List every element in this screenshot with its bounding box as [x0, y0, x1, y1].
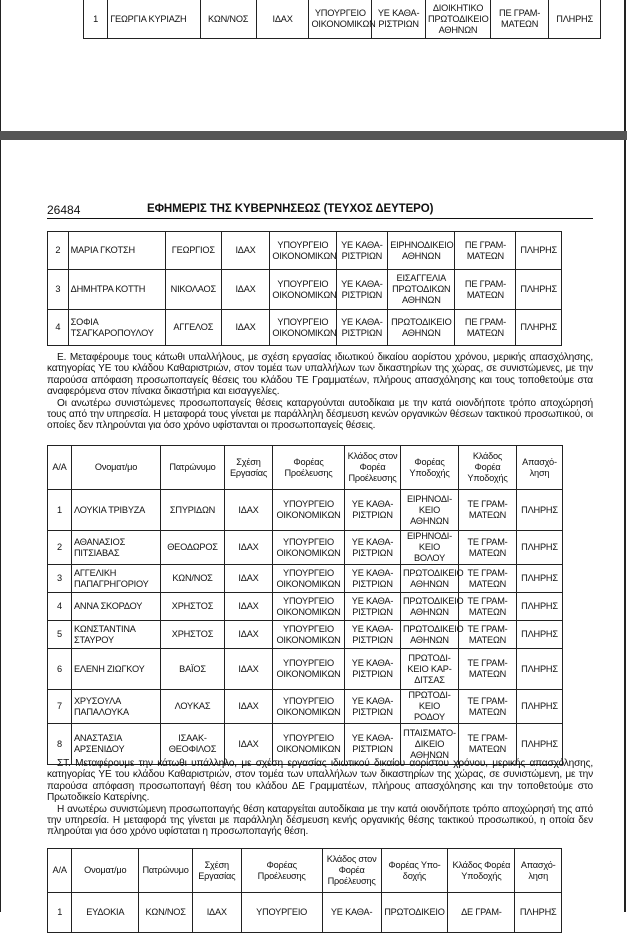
column-header: Φορέας Υποδοχής — [401, 446, 459, 490]
employment-type: ΠΛΗΡΗΣ — [517, 690, 563, 724]
employee-name: ΑΝΑΣΤΑΣΙΑ ΑΡΣΕΝΙΔΟΥ — [72, 724, 161, 765]
row-number: 8 — [48, 724, 72, 765]
table-header-row — [48, 849, 562, 893]
section-e-paragraph-2: Οι ανωτέρω συνιστώμενες προσωποπαγείς θέσεις καταργούνται αυτοδίκαια με την κατά οιονδήποτε τρόπο αποχώρησή τους από την υπηρεσία. Η μεταφορά τους γίνεται με παράλληλη δέσμευση κενών οργανικών θέσεων τακτικού προσωπικού, οι οποίες δεν πληρούνται για όσο χρόνο υφίστανται οι προσωποπαγείς θέσεις. — [47, 397, 593, 432]
section-e-paragraph-1: Ε. Μεταφέρουμε τους κάτωθι υπαλλήλους, με σχέση εργασίας ιδιωτικού δικαίου αορίστου χρόνου, μερικής απασχόλησης, κατηγορίας ΥΕ του κλάδου Καθαριστριών, στον τομέα των υπαλλήλων των δικαστηρίων της χώρας, σε συνιστώμενες, με την παρούσα απόφαση προσωποπαγείς θέσεις του κλάδου ΤΕ Γραμματέων, πλήρους απασχόλησης και τους τοποθετούμε στα αναφερόμενα στον πίνακα δικαστήρια και εισαγγελίες. — [47, 352, 593, 398]
work-relation: ΙΔΑΧ — [225, 690, 273, 724]
origin-branch: ΥΕ ΚΑΘΑ-ΡΙΣΤΡΙΩΝ — [345, 724, 401, 765]
table-st — [47, 848, 562, 933]
table-row — [48, 531, 563, 565]
section-st-paragraph-1: ΣΤ. Μεταφέρουμε την κάτωθι υπάλληλο, με σχέση εργασίας ιδιωτικού δικαίου αορίστου χρόνου, μερικής απασχόλησης, κατηγορίας ΥΕ του κλάδου Καθαριστριών, στον τομέα των υπαλλήλων των δικαστηρίων της χώρας, σε συνιστώμενη, με την παρούσα απόφαση προσωποπαγή θέση του κλάδου ΔΕ Γραμματέων, πλήρους απασχόλησης και την τοποθετούμε στο Πρωτοδικείο Κατερίνης. — [47, 758, 593, 804]
work-relation: ΙΔΑΧ — [225, 531, 273, 565]
row-number: 3 — [48, 565, 72, 593]
page-number: 26484 — [47, 203, 81, 217]
row-number: 5 — [48, 621, 72, 649]
origin-agency: ΥΠΟΥΡΓΕΙΟ — [241, 893, 322, 933]
destination-branch: ΤΕ ΓΡΑΜ-ΜΑΤΕΩΝ — [459, 593, 517, 621]
work-relation: ΙΔΑΧ — [256, 0, 309, 39]
father-name: ΣΠΥΡΙΔΩΝ — [161, 490, 225, 531]
origin-agency: ΥΠΟΥΡΓΕΙΟ ΟΙΚΟΝΟΜΙΚΩΝ — [273, 690, 345, 724]
section-st-text — [47, 758, 593, 838]
origin-agency: ΥΠΟΥΡΓΕΙΟ ΟΙΚΟΝΟΜΙΚΩΝ — [270, 270, 336, 310]
column-header: Ονοματ/μο — [72, 849, 139, 893]
employment-type: ΠΛΗΡΗΣ — [517, 531, 563, 565]
origin-agency: ΥΠΟΥΡΓΕΙΟ ΟΙΚΟΝΟΜΙΚΩΝ — [273, 490, 345, 531]
employee-name: ΣΟΦΙΑ ΤΣΑΓΚΑΡΟΠΟΥΛΟΥ — [68, 310, 165, 346]
father-name: ΝΙΚΟΛΑΟΣ — [165, 270, 221, 310]
column-header: Ονοματ/μο — [72, 446, 161, 490]
table-row — [84, 0, 601, 39]
row-number: 1 — [48, 893, 72, 933]
origin-agency: ΥΠΟΥΡΓΕΙΟ ΟΙΚΟΝΟΜΙΚΩΝ — [270, 232, 336, 270]
origin-agency: ΥΠΟΥΡΓΕΙΟ ΟΙΚΟΝΟΜΙΚΩΝ — [273, 649, 345, 690]
table-row — [48, 232, 562, 270]
gazette-title: ΕΦΗΜΕΡΙΣ ΤΗΣ ΚΥΒΕΡΝΗΣΕΩΣ (ΤΕΥΧΟΣ ΔΕΥΤΕΡΟ) — [147, 203, 434, 215]
origin-branch: ΥΕ ΚΑΘΑ-ΡΙΣΤΡΙΩΝ — [345, 490, 401, 531]
row-number: 4 — [48, 593, 72, 621]
origin-branch: ΥΕ ΚΑΘΑ- — [322, 893, 381, 933]
column-header: Κλάδος Φορέα Υποδοχής — [459, 446, 517, 490]
work-relation: ΙΔΑΧ — [221, 310, 270, 346]
origin-branch: ΥΕ ΚΑΘΑ-ΡΙΣΤΡΙΩΝ — [336, 270, 388, 310]
employee-name: ΕΥΔΟΚΙΑ — [72, 893, 139, 933]
origin-agency: ΥΠΟΥΡΓΕΙΟ ΟΙΚΟΝΟΜΙΚΩΝ — [273, 565, 345, 593]
origin-branch: ΥΕ ΚΑΘΑ-ΡΙΣΤΡΙΩΝ — [345, 565, 401, 593]
father-name: ΚΩΝ/ΝΟΣ — [139, 893, 193, 933]
employment-type: ΠΛΗΡΗΣ — [515, 893, 562, 933]
table-row — [48, 893, 562, 933]
work-relation: ΙΔΑΧ — [225, 621, 273, 649]
employee-name: ΜΑΡΙΑ ΓΚΟΤΣΗ — [68, 232, 165, 270]
section-e-text — [47, 352, 593, 432]
origin-agency: ΥΠΟΥΡΓΕΙΟ ΟΙΚΟΝΟΜΙΚΩΝ — [273, 724, 345, 765]
row-number: 6 — [48, 649, 72, 690]
destination-branch: ΤΕ ΓΡΑΜ-ΜΑΤΕΩΝ — [459, 565, 517, 593]
work-relation: ΙΔΑΧ — [221, 232, 270, 270]
page-separator — [0, 131, 627, 140]
destination-branch: ΤΕ ΓΡΑΜ-ΜΑΤΕΩΝ — [459, 724, 517, 765]
table-row — [48, 310, 562, 346]
page-header — [47, 202, 593, 219]
father-name: ΛΟΥΚΑΣ — [161, 690, 225, 724]
row-number: 2 — [48, 531, 72, 565]
column-header: Πατρώνυμο — [161, 446, 225, 490]
column-header: Απασχό-ληση — [517, 446, 563, 490]
table-row — [48, 593, 563, 621]
table-d-continued — [47, 231, 562, 346]
origin-agency: ΥΠΟΥΡΓΕΙΟ ΟΙΚΟΝΟΜΙΚΩΝ — [273, 531, 345, 565]
employment-type: ΠΛΗΡΗΣ — [517, 649, 563, 690]
employment-type: ΠΛΗΡΗΣ — [516, 270, 562, 310]
employee-name: ΕΛΕΝΗ ΖΙΩΓΚΟΥ — [72, 649, 161, 690]
destination-branch: ΤΕ ΓΡΑΜ-ΜΑΤΕΩΝ — [459, 531, 517, 565]
destination-agency: ΠΤΑΙΣΜΑΤΟ-ΔΙΚΕΙΟ ΑΘΗΝΩΝ — [401, 724, 459, 765]
destination-agency: ΕΙΡΗΝΟΔΙ-ΚΕΙΟ ΒΟΛΟΥ — [401, 531, 459, 565]
work-relation: ΙΔΑΧ — [192, 893, 241, 933]
father-name: ΓΕΩΡΓΙΟΣ — [165, 232, 221, 270]
employee-name: ΛΟΥΚΙΑ ΤΡΙΒΥΖΑ — [72, 490, 161, 531]
employment-type: ΠΛΗΡΗΣ — [517, 593, 563, 621]
destination-agency: ΕΙΡΗΝΟΔΙ-ΚΕΙΟ ΑΘΗΝΩΝ — [401, 490, 459, 531]
table-row — [48, 649, 563, 690]
column-header: Φορέας Προέλευσης — [241, 849, 322, 893]
row-number: 1 — [48, 490, 72, 531]
origin-branch: ΥΕ ΚΑΘΑ-ΡΙΣΤΡΙΩΝ — [336, 232, 388, 270]
father-name: ΧΡΗΣΤΟΣ — [161, 593, 225, 621]
destination-agency: ΠΡΩΤΟΔΙΚΕΙΟ ΑΘΗΝΩΝ — [401, 593, 459, 621]
table-row — [48, 621, 563, 649]
work-relation: ΙΔΑΧ — [225, 593, 273, 621]
row-number: 1 — [84, 0, 108, 39]
destination-agency: ΠΡΩΤΟΔΙ-ΚΕΙΟ ΡΟΔΟΥ — [401, 690, 459, 724]
father-name: ΒΑΪΟΣ — [161, 649, 225, 690]
table-row — [48, 565, 563, 593]
destination-agency: ΕΙΡΗΝΟΔΙΚΕΙΟ ΑΘΗΝΩΝ — [388, 232, 455, 270]
origin-branch: ΥΕ ΚΑΘΑ-ΡΙΣΤΡΙΩΝ — [345, 621, 401, 649]
destination-branch: ΤΕ ΓΡΑΜ-ΜΑΤΕΩΝ — [459, 490, 517, 531]
employee-name: ΑΓΓΕΛΙΚΗ ΠΑΠΑΓΡΗΓΟΡΙΟΥ — [72, 565, 161, 593]
section-st-paragraph-2: Η ανωτέρω συνιστώμενη προσωποπαγής θέση καταργείται αυτοδίκαια με την κατά οιονδήποτε τρόπο αποχώρησή της από την υπηρεσία. Η μεταφορά της γίνεται με παράλληλη δέσμευση κενής οργανικής θέσης τακτικού προσωπικού, η οποία δεν πληρούται για όσο χρόνο υφίσταται η προσωποπαγής θέση. — [47, 803, 593, 838]
column-header: Κλάδος στον Φορέα Προέλευσης — [322, 849, 381, 893]
origin-agency: ΥΠΟΥΡΓΕΙΟ ΟΙΚΟΝΟΜΙΚΩΝ — [309, 0, 372, 39]
destination-branch: ΠΕ ΓΡΑΜ-ΜΑΤΕΩΝ — [455, 270, 516, 310]
destination-agency: ΔΙΟΙΚΗΤΙΚΟ ΠΡΩΤΟΔΙΚΕΙΟ ΑΘΗΝΩΝ — [426, 0, 491, 39]
destination-branch: ΠΕ ΓΡΑΜ-ΜΑΤΕΩΝ — [490, 0, 548, 39]
destination-branch: ΤΕ ΓΡΑΜ-ΜΑΤΕΩΝ — [459, 649, 517, 690]
row-number: 3 — [48, 270, 69, 310]
employee-name: ΧΡΥΣΟΥΛΑ ΠΑΠΑΛΟΥΚΑ — [72, 690, 161, 724]
work-relation: ΙΔΑΧ — [221, 270, 270, 310]
father-name: ΚΩΝ/ΝΟΣ — [200, 0, 256, 39]
table-row — [48, 490, 563, 531]
employee-name: ΚΩΝΣΤΑΝΤΙΝΑ ΣΤΑΥΡΟΥ — [72, 621, 161, 649]
row-number: 7 — [48, 690, 72, 724]
employment-type: ΠΛΗΡΗΣ — [517, 565, 563, 593]
origin-branch: ΥΕ ΚΑΘΑ-ΡΙΣΤΡΙΩΝ — [345, 531, 401, 565]
father-name: ΘΕΟΔΩΡΟΣ — [161, 531, 225, 565]
top-table — [83, 0, 601, 39]
work-relation: ΙΔΑΧ — [225, 724, 273, 765]
column-header: Φορέας Προέλευσης — [273, 446, 345, 490]
work-relation: ΙΔΑΧ — [225, 490, 273, 531]
destination-agency: ΠΡΩΤΟΔΙΚΕΙΟ ΑΘΗΝΩΝ — [401, 565, 459, 593]
origin-branch: ΥΕ ΚΑΘΑ-ΡΙΣΤΡΙΩΝ — [345, 649, 401, 690]
destination-agency: ΠΡΩΤΟΔΙΚΕΙΟ ΑΘΗΝΩΝ — [388, 310, 455, 346]
origin-branch: ΥΕ ΚΑΘΑ-ΡΙΣΤΡΙΩΝ — [372, 0, 426, 39]
employee-name: ΓΕΩΡΓΙΑ ΚΥΡΙΑΖΗ — [108, 0, 200, 39]
row-number: 4 — [48, 310, 69, 346]
employee-name: ΔΗΜΗΤΡΑ ΚΟΤΤΗ — [68, 270, 165, 310]
work-relation: ΙΔΑΧ — [225, 565, 273, 593]
destination-branch: ΤΕ ΓΡΑΜ-ΜΑΤΕΩΝ — [459, 690, 517, 724]
destination-branch: ΠΕ ΓΡΑΜ-ΜΑΤΕΩΝ — [455, 232, 516, 270]
destination-branch: ΔΕ ΓΡΑΜ- — [448, 893, 515, 933]
employee-name: ΑΝΝΑ ΣΚΟΡΔΟΥ — [72, 593, 161, 621]
father-name: ΑΓΓΕΛΟΣ — [165, 310, 221, 346]
destination-branch: ΤΕ ΓΡΑΜ-ΜΑΤΕΩΝ — [459, 621, 517, 649]
employment-type: ΠΛΗΡΗΣ — [516, 310, 562, 346]
column-header: Φορέας Υπο-δοχής — [381, 849, 448, 893]
origin-branch: ΥΕ ΚΑΘΑ-ΡΙΣΤΡΙΩΝ — [345, 593, 401, 621]
destination-agency: ΠΡΩΤΟΔΙ-ΚΕΙΟ ΚΑΡ-ΔΙΤΣΑΣ — [401, 649, 459, 690]
employment-type: ΠΛΗΡΗΣ — [517, 724, 563, 765]
father-name: ΚΩΝ/ΝΟΣ — [161, 565, 225, 593]
column-header: Κλάδος στον Φορέα Προέλευσης — [345, 446, 401, 490]
table-row — [48, 690, 563, 724]
employment-type: ΠΛΗΡΗΣ — [516, 232, 562, 270]
row-number: 2 — [48, 232, 69, 270]
column-header: Πατρώνυμο — [139, 849, 193, 893]
father-name: ΧΡΗΣΤΟΣ — [161, 621, 225, 649]
table-e — [47, 445, 563, 765]
column-header: Απασχό-ληση — [515, 849, 562, 893]
column-header: Κλάδος Φορέα Υποδοχής — [448, 849, 515, 893]
origin-branch: ΥΕ ΚΑΘΑ-ΡΙΣΤΡΙΩΝ — [345, 690, 401, 724]
destination-agency: ΕΙΣΑΓΓΕΛΙΑ ΠΡΩΤΟΔΙΚΩΝ ΑΘΗΝΩΝ — [388, 270, 455, 310]
employment-type: ΠΛΗΡΗΣ — [549, 0, 601, 39]
work-relation: ΙΔΑΧ — [225, 649, 273, 690]
column-header: Α/Α — [48, 446, 72, 490]
column-header: Α/Α — [48, 849, 72, 893]
destination-agency: ΠΡΩΤΟΔΙΚΕΙΟ ΑΘΗΝΩΝ — [401, 621, 459, 649]
column-header: Σχέση Εργασίας — [192, 849, 241, 893]
employee-name: ΑΘΑΝΑΣΙΟΣ ΠΙΤΣΙΑΒΑΣ — [72, 531, 161, 565]
origin-branch: ΥΕ ΚΑΘΑ-ΡΙΣΤΡΙΩΝ — [336, 310, 388, 346]
origin-agency: ΥΠΟΥΡΓΕΙΟ ΟΙΚΟΝΟΜΙΚΩΝ — [273, 621, 345, 649]
employment-type: ΠΛΗΡΗΣ — [517, 621, 563, 649]
table-row — [48, 270, 562, 310]
employment-type: ΠΛΗΡΗΣ — [517, 490, 563, 531]
table-header-row — [48, 446, 563, 490]
origin-agency: ΥΠΟΥΡΓΕΙΟ ΟΙΚΟΝΟΜΙΚΩΝ — [270, 310, 336, 346]
destination-agency: ΠΡΩΤΟΔΙΚΕΙΟ — [381, 893, 448, 933]
column-header: Σχέση Εργασίας — [225, 446, 273, 490]
origin-agency: ΥΠΟΥΡΓΕΙΟ ΟΙΚΟΝΟΜΙΚΩΝ — [273, 593, 345, 621]
destination-branch: ΠΕ ΓΡΑΜ-ΜΑΤΕΩΝ — [455, 310, 516, 346]
father-name: ΙΣΑΑΚ-ΘΕΟΦΙΛΟΣ — [161, 724, 225, 765]
